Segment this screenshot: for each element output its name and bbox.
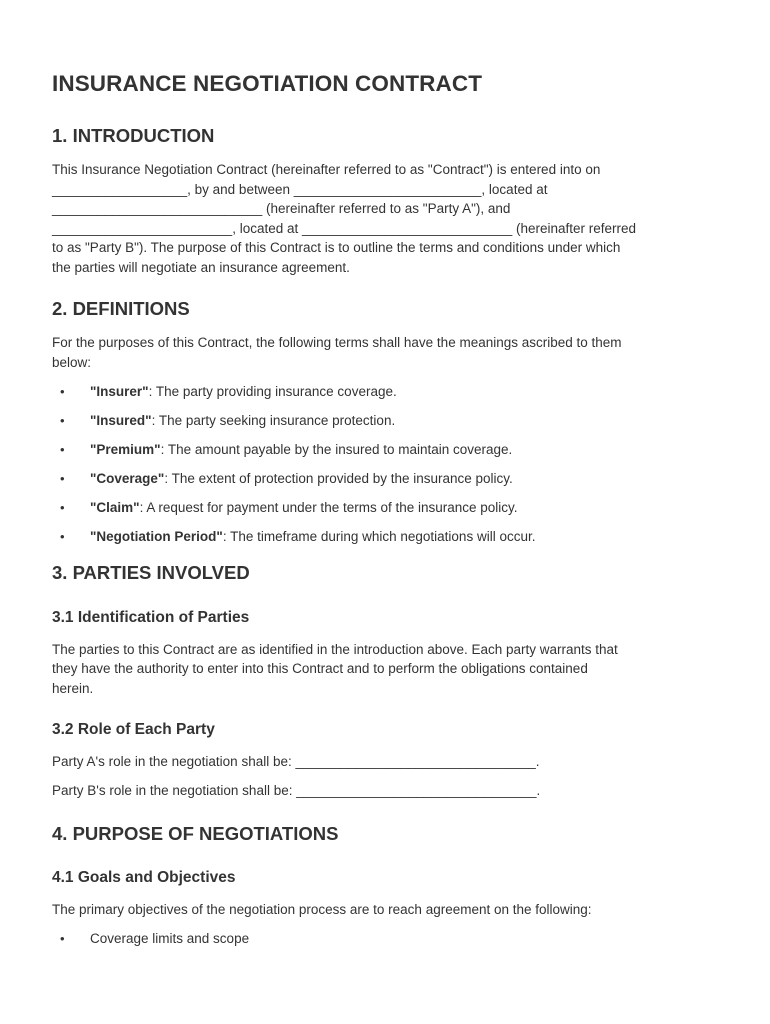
- definition-text: : The party seeking insurance protection.: [151, 413, 396, 428]
- paragraph-line: ________________________, located at ____________________________ (hereinafter referred: [52, 220, 637, 236]
- definition-text: : The party providing insurance coverage.: [148, 384, 397, 399]
- goals-lead-line: The primary objectives of the negotiation process are to reach agreement on the following:: [52, 901, 592, 917]
- definition-item-premium: [52, 440, 722, 460]
- definition-text: : The extent of protection provided by the insurance policy.: [164, 471, 513, 486]
- contract-document: [52, 70, 722, 958]
- paragraph-line: __________________, by and between _________________________, located at: [52, 181, 548, 197]
- section-heading-definitions: 2. DEFINITIONS: [52, 298, 190, 319]
- party-a-role-line: Party A's role in the negotiation shall be: ________________________________.: [52, 754, 540, 769]
- bullet-icon: •: [60, 931, 65, 946]
- bullet-icon: •: [60, 442, 65, 457]
- paragraph-line: below:: [52, 354, 92, 370]
- definition-item-negotiation-period: [52, 527, 722, 547]
- definition-item-insured: [52, 411, 722, 431]
- bullet-icon: •: [60, 529, 65, 544]
- bullet-icon: •: [60, 384, 65, 399]
- subsection-heading-roles: 3.2 Role of Each Party: [52, 721, 215, 738]
- introduction-paragraph: [52, 160, 722, 277]
- definition-term: "Negotiation Period": [90, 529, 223, 544]
- identification-paragraph: [52, 640, 722, 699]
- paragraph-line: ____________________________ (hereinafter referred to as "Party A"), and: [52, 201, 511, 216]
- paragraph-line: herein.: [52, 680, 94, 696]
- definition-term: "Insured": [90, 413, 152, 428]
- definition-text: : The timeframe during which negotiations will occur.: [222, 529, 536, 544]
- party-b-role-line: Party B's role in the negotiation shall be: ________________________________.: [52, 783, 541, 798]
- definition-item-claim: [52, 498, 722, 518]
- definition-term: "Premium": [90, 442, 161, 457]
- definition-term: "Claim": [90, 500, 140, 515]
- definitions-lead-paragraph: [52, 333, 722, 372]
- bullet-icon: •: [60, 500, 65, 515]
- definitions-list: [52, 382, 722, 547]
- subsection-heading-identification: 3.1 Identification of Parties: [52, 608, 250, 626]
- subsection-heading-goals: 4.1 Goals and Objectives: [52, 868, 236, 886]
- definition-item-coverage: [52, 469, 722, 489]
- goal-text: Coverage limits and scope: [90, 931, 250, 946]
- paragraph-line: This Insurance Negotiation Contract (hereinafter referred to as "Contract") is entered into on: [52, 162, 601, 177]
- definition-term: "Coverage": [90, 471, 165, 486]
- bullet-icon: •: [60, 413, 65, 428]
- bullet-icon: •: [60, 471, 65, 486]
- definition-term: "Insurer": [90, 384, 149, 399]
- section-heading-parties: 3. PARTIES INVOLVED: [52, 561, 250, 583]
- goal-item: [52, 929, 722, 949]
- paragraph-line: the parties will negotiate an insurance agreement.: [52, 259, 350, 275]
- section-heading-introduction: 1. INTRODUCTION: [52, 125, 215, 146]
- paragraph-line: to as "Party B"). The purpose of this Contract is to outline the terms and conditions under which: [52, 240, 621, 255]
- definition-text: : The amount payable by the insured to maintain coverage.: [160, 442, 513, 457]
- document-title: INSURANCE NEGOTIATION CONTRACT: [52, 71, 483, 96]
- paragraph-line: they have the authority to enter into this Contract and to perform the obligations contained: [52, 661, 588, 676]
- section-heading-purpose: 4. PURPOSE OF NEGOTIATIONS: [52, 822, 339, 844]
- definition-text: : A request for payment under the terms of the insurance policy.: [139, 500, 518, 515]
- paragraph-line: For the purposes of this Contract, the following terms shall have the meanings ascribed to them: [52, 335, 622, 350]
- paragraph-line: The parties to this Contract are as identified in the introduction above. Each party warrants that: [52, 641, 618, 657]
- definition-item-insurer: [52, 382, 722, 402]
- goals-list: [52, 929, 722, 949]
